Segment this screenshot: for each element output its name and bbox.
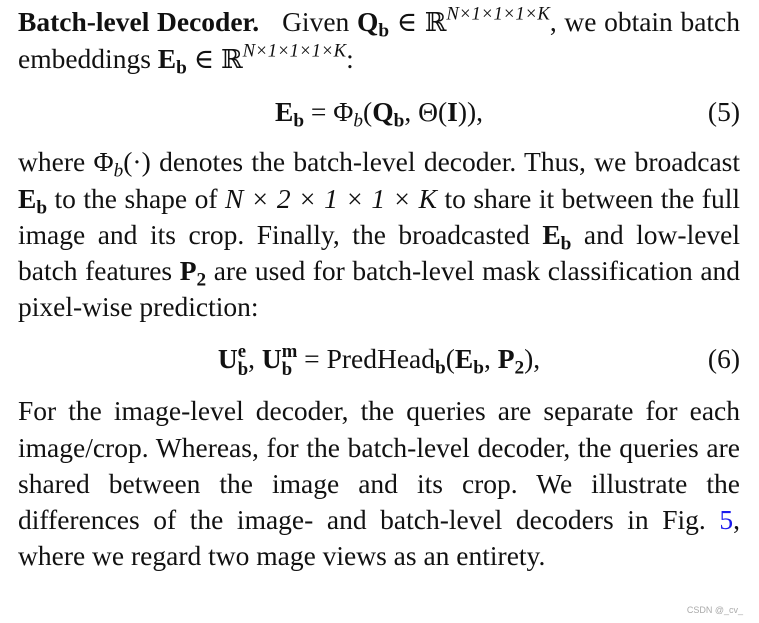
symbol-in: ∈: [396, 6, 418, 37]
p2-text-3: to the shape of: [54, 182, 218, 214]
p2-e2-sub: b: [560, 233, 572, 255]
symbol-real: ℝ: [424, 8, 447, 38]
symbol-e: E: [157, 43, 177, 75]
p2-phi-arg: (·): [123, 146, 151, 178]
eq6-open: (: [445, 343, 455, 375]
eq6-p: P: [497, 343, 515, 375]
eq6-u2-sub: b: [281, 358, 293, 380]
paper-excerpt: [18, 4, 740, 574]
p2-phi-sub: b: [113, 160, 124, 182]
symbol-q-sub: b: [378, 20, 390, 42]
eq5-equals: =: [310, 96, 327, 128]
eq5-phi: Φ: [333, 96, 354, 128]
eq6-fn-sub: b: [435, 357, 446, 379]
equation-number-6: (6): [707, 343, 740, 375]
eq6-close: ),: [524, 343, 541, 375]
eq6-u1-sup: e: [237, 341, 246, 363]
eq6-e-sub: b: [473, 357, 484, 379]
section-heading: Batch-level Decoder.: [18, 6, 260, 37]
eq5-e: E: [274, 96, 294, 128]
dims-superscript-2: N×1×1×1×K: [242, 40, 347, 62]
eq6-comma: ,: [483, 343, 498, 375]
eq5-theta: Θ: [418, 96, 438, 128]
p2-p: P: [179, 255, 197, 287]
eq6-sep: ,: [248, 343, 262, 375]
symbol-e-sub: b: [176, 57, 187, 79]
eq5-theta-open: (: [437, 96, 448, 128]
eq6-u1-scripts: [238, 343, 248, 379]
p3-text: For the image-level decoder, the queries are separate for each image/crop. Whereas, for the batch-level decoder, the queries are shared between the image and its crop. We illustrate the differences of the image- and batch-level decoders in Fig.: [18, 395, 740, 536]
equation-6-body: [218, 337, 540, 381]
eq5-q-sub: b: [393, 110, 405, 132]
equation-5: [18, 90, 740, 134]
paragraph-broadcast: [18, 144, 740, 325]
p2-e-sub: b: [36, 196, 48, 218]
equation-6: [18, 337, 740, 381]
eq5-comma: ,: [404, 96, 419, 128]
p2-p-sub: 2: [196, 269, 207, 291]
eq6-u2-sup: m: [281, 341, 298, 363]
eq5-i: I: [447, 96, 458, 128]
eq5-e-sub: b: [293, 110, 305, 132]
p2-shape: N × 2 × 1 × 1 × K: [224, 182, 437, 214]
paragraph-batch-decoder-intro: [18, 4, 740, 78]
eq5-q: Q: [372, 96, 394, 128]
dims-superscript: N×1×1×1×K: [446, 3, 550, 25]
p3-tail: , where we regard two mage views as an entirety.: [18, 504, 740, 572]
p2-text-1: where: [18, 146, 86, 178]
equation-5-body: [275, 90, 483, 134]
watermark: CSDN @_cv_: [686, 605, 743, 615]
eq6-p-sub: 2: [514, 357, 525, 379]
p2-e2: E: [542, 218, 561, 250]
text-given: Given: [282, 6, 350, 37]
equation-number-5: (5): [707, 96, 740, 128]
paragraph-decoder-comparison: [18, 393, 740, 574]
symbol-in-2: ∈: [193, 43, 215, 75]
eq6-fn: PredHead: [326, 343, 435, 375]
eq6-u1-sub: b: [237, 358, 249, 380]
text-we-obtain: , we obtain batch embeddings: [18, 6, 741, 75]
p2-text-6: are used for batch-level mask classification and pixel-wise prediction:: [18, 255, 741, 323]
eq5-open: (: [363, 96, 373, 128]
eq6-u2: U: [261, 343, 282, 375]
p2-text-2: denotes the batch-level decoder. Thus, we broadcast: [159, 146, 741, 178]
figure-reference-link[interactable]: 5: [719, 504, 734, 536]
symbol-q: Q: [356, 6, 379, 37]
p2-e: E: [18, 182, 37, 214]
eq5-phi-sub: b: [353, 110, 364, 132]
eq5-close: )),: [457, 96, 484, 128]
eq6-u2-scripts: [282, 343, 298, 379]
p2-text-5: and low-level batch features: [18, 218, 741, 287]
text-colon: :: [346, 43, 354, 75]
eq6-equals: =: [304, 343, 320, 375]
p2-text-4: to share it between the full image and its crop. Finally, the broadcasted: [18, 182, 740, 250]
eq6-u1: U: [217, 343, 238, 375]
eq6-e: E: [454, 343, 474, 375]
symbol-real-2: ℝ: [220, 45, 243, 76]
p2-phi: Φ: [93, 146, 114, 178]
